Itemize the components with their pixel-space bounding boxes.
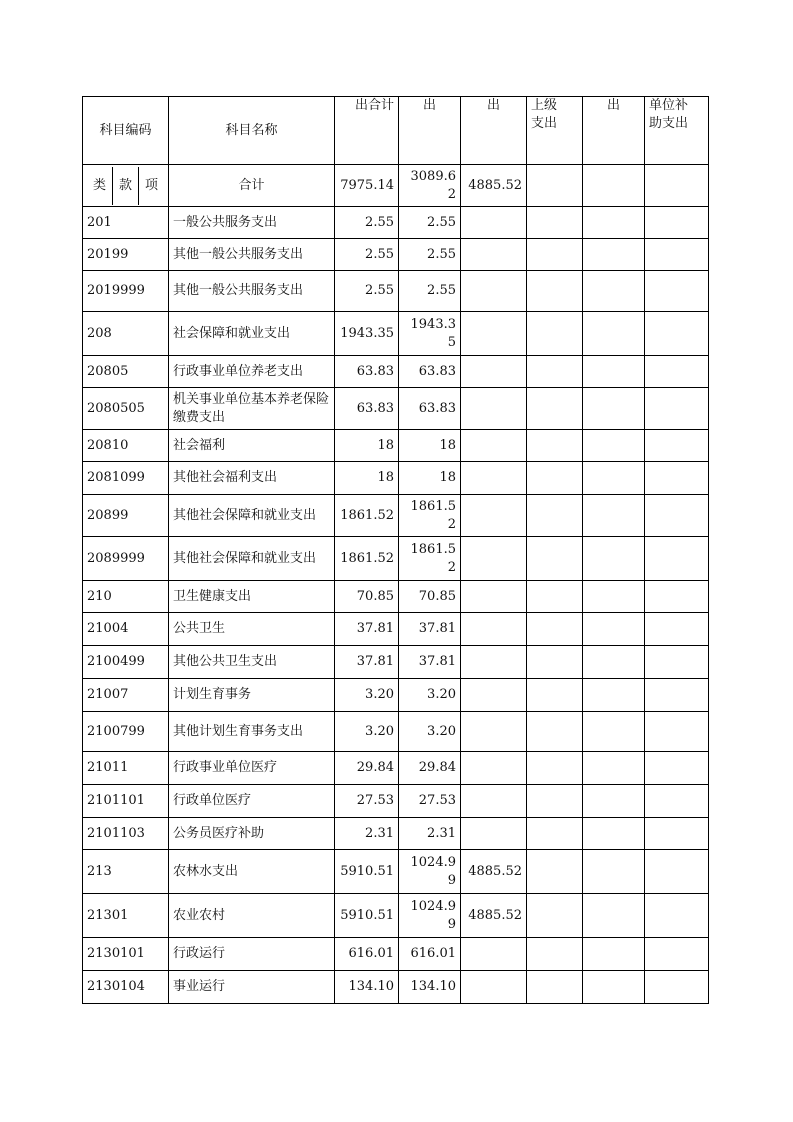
row-total: 616.01 [335, 938, 399, 971]
table-row [83, 679, 709, 712]
row-operation [583, 495, 645, 537]
row-code: 20810 [83, 430, 169, 462]
row-basic: 616.01 [399, 938, 461, 971]
row-name: 其他社会保障和就业支出 [169, 537, 335, 581]
row-superior [527, 388, 583, 430]
row-basic: 2.55 [399, 207, 461, 239]
row-subsidy [645, 679, 709, 712]
row-code: 21004 [83, 613, 169, 646]
row-name: 其他社会保障和就业支出 [169, 495, 335, 537]
row-superior [527, 207, 583, 239]
row-name: 社会福利 [169, 430, 335, 462]
row-code: 2101103 [83, 818, 169, 850]
row-subsidy [645, 388, 709, 430]
row-code: 201 [83, 207, 169, 239]
total-project: 4885.52 [461, 165, 527, 207]
table-row [83, 818, 709, 850]
header-row [83, 97, 709, 165]
table-row [83, 613, 709, 646]
row-project [461, 646, 527, 679]
row-name: 事业运行 [169, 971, 335, 1004]
table-row [83, 894, 709, 938]
row-operation [583, 356, 645, 388]
row-total: 37.81 [335, 613, 399, 646]
row-project [461, 430, 527, 462]
row-basic: 63.83 [399, 356, 461, 388]
row-superior [527, 785, 583, 818]
row-project [461, 312, 527, 356]
row-subsidy [645, 613, 709, 646]
row-subsidy [645, 712, 709, 752]
row-project [461, 752, 527, 785]
row-code: 21301 [83, 894, 169, 938]
table-row [83, 312, 709, 356]
row-operation [583, 613, 645, 646]
row-total: 27.53 [335, 785, 399, 818]
row-subsidy [645, 581, 709, 613]
row-project [461, 495, 527, 537]
header-basic: 出 [399, 97, 461, 165]
row-total: 1861.52 [335, 495, 399, 537]
table-row [83, 356, 709, 388]
table-row [83, 581, 709, 613]
total-superior [527, 165, 583, 207]
row-project [461, 613, 527, 646]
row-superior [527, 312, 583, 356]
row-subsidy [645, 239, 709, 271]
row-total: 5910.51 [335, 850, 399, 894]
row-project [461, 537, 527, 581]
row-code: 2101101 [83, 785, 169, 818]
table-row [83, 462, 709, 495]
row-project [461, 462, 527, 495]
row-basic: 2.31 [399, 818, 461, 850]
row-subsidy [645, 430, 709, 462]
row-subsidy [645, 785, 709, 818]
row-superior [527, 537, 583, 581]
row-project [461, 271, 527, 312]
row-operation [583, 388, 645, 430]
row-basic: 3.20 [399, 712, 461, 752]
table-row [83, 850, 709, 894]
row-operation [583, 462, 645, 495]
row-basic: 1861.52 [399, 537, 461, 581]
table-row [83, 271, 709, 312]
row-operation [583, 430, 645, 462]
row-basic: 1024.99 [399, 850, 461, 894]
row-operation [583, 894, 645, 938]
row-project [461, 239, 527, 271]
row-superior [527, 752, 583, 785]
row-subsidy [645, 462, 709, 495]
row-subsidy [645, 312, 709, 356]
row-total: 37.81 [335, 646, 399, 679]
header-subsidy: 单位补 助支出 [645, 97, 709, 165]
row-project [461, 388, 527, 430]
row-operation [583, 239, 645, 271]
row-operation [583, 312, 645, 356]
row-name: 社会保障和就业支出 [169, 312, 335, 356]
row-basic: 63.83 [399, 388, 461, 430]
table-row [83, 971, 709, 1004]
row-basic: 2.55 [399, 239, 461, 271]
row-total: 63.83 [335, 388, 399, 430]
row-operation [583, 818, 645, 850]
row-code: 2130104 [83, 971, 169, 1004]
row-project [461, 679, 527, 712]
row-name: 其他计划生育事务支出 [169, 712, 335, 752]
row-superior [527, 430, 583, 462]
row-code: 21011 [83, 752, 169, 785]
row-name: 行政单位医疗 [169, 785, 335, 818]
row-subsidy [645, 938, 709, 971]
row-code: 2130101 [83, 938, 169, 971]
row-total: 2.31 [335, 818, 399, 850]
row-basic: 134.10 [399, 971, 461, 1004]
row-code: 2080505 [83, 388, 169, 430]
row-subsidy [645, 971, 709, 1004]
table-row [83, 712, 709, 752]
row-name: 公共卫生 [169, 613, 335, 646]
row-superior [527, 712, 583, 752]
row-basic: 27.53 [399, 785, 461, 818]
row-superior [527, 495, 583, 537]
row-code: 20805 [83, 356, 169, 388]
row-code: 2081099 [83, 462, 169, 495]
class-label: 类 [87, 167, 113, 205]
header-name: 科目名称 [169, 97, 335, 165]
row-name: 一般公共服务支出 [169, 207, 335, 239]
row-superior [527, 850, 583, 894]
row-superior [527, 239, 583, 271]
row-operation [583, 752, 645, 785]
row-superior [527, 271, 583, 312]
section-label: 款 [113, 167, 139, 205]
row-basic: 37.81 [399, 613, 461, 646]
table-row [83, 537, 709, 581]
row-code: 2100499 [83, 646, 169, 679]
row-total: 70.85 [335, 581, 399, 613]
row-subsidy [645, 271, 709, 312]
row-operation [583, 646, 645, 679]
row-total: 18 [335, 462, 399, 495]
row-name: 行政事业单位医疗 [169, 752, 335, 785]
row-superior [527, 613, 583, 646]
table-row [83, 430, 709, 462]
row-basic: 37.81 [399, 646, 461, 679]
row-code: 210 [83, 581, 169, 613]
row-subsidy [645, 646, 709, 679]
table-row [83, 938, 709, 971]
row-code: 213 [83, 850, 169, 894]
row-operation [583, 679, 645, 712]
row-name: 农业农村 [169, 894, 335, 938]
row-code: 2019999 [83, 271, 169, 312]
total-basic: 3089.62 [399, 165, 461, 207]
row-basic: 18 [399, 430, 461, 462]
table-row [83, 239, 709, 271]
row-name: 机关事业单位基本养老保险缴费支出 [169, 388, 335, 430]
row-code: 208 [83, 312, 169, 356]
row-project [461, 356, 527, 388]
total-label: 合计 [169, 165, 335, 207]
row-project [461, 818, 527, 850]
row-basic: 70.85 [399, 581, 461, 613]
row-basic: 1024.99 [399, 894, 461, 938]
row-total: 18 [335, 430, 399, 462]
row-superior [527, 894, 583, 938]
row-total: 3.20 [335, 679, 399, 712]
row-superior [527, 356, 583, 388]
row-operation [583, 271, 645, 312]
row-name: 农林水支出 [169, 850, 335, 894]
row-total: 1861.52 [335, 537, 399, 581]
row-name: 行政事业单位养老支出 [169, 356, 335, 388]
row-superior [527, 581, 583, 613]
row-name: 其他一般公共服务支出 [169, 271, 335, 312]
header-code: 科目编码 [83, 97, 169, 165]
row-code: 2100799 [83, 712, 169, 752]
row-subsidy [645, 495, 709, 537]
row-name: 公务员医疗补助 [169, 818, 335, 850]
row-superior [527, 646, 583, 679]
total-row [83, 165, 709, 207]
row-subsidy [645, 850, 709, 894]
row-superior [527, 971, 583, 1004]
total-operation [583, 165, 645, 207]
row-total: 63.83 [335, 356, 399, 388]
row-operation [583, 581, 645, 613]
row-total: 2.55 [335, 239, 399, 271]
row-total: 1943.35 [335, 312, 399, 356]
row-operation [583, 537, 645, 581]
table-row [83, 207, 709, 239]
budget-table [82, 96, 709, 1004]
row-total: 29.84 [335, 752, 399, 785]
row-subsidy [645, 537, 709, 581]
row-basic: 2.55 [399, 271, 461, 312]
row-subsidy [645, 207, 709, 239]
row-operation [583, 207, 645, 239]
row-name: 行政运行 [169, 938, 335, 971]
row-superior [527, 818, 583, 850]
row-basic: 18 [399, 462, 461, 495]
row-total: 5910.51 [335, 894, 399, 938]
row-superior [527, 462, 583, 495]
class-section-item-cell [83, 165, 169, 207]
header-operation: 出 [583, 97, 645, 165]
row-subsidy [645, 752, 709, 785]
row-project [461, 785, 527, 818]
row-superior [527, 679, 583, 712]
row-basic: 1943.35 [399, 312, 461, 356]
row-basic: 1861.52 [399, 495, 461, 537]
row-code: 20899 [83, 495, 169, 537]
row-operation [583, 938, 645, 971]
table-row [83, 752, 709, 785]
row-basic: 3.20 [399, 679, 461, 712]
row-operation [583, 712, 645, 752]
row-project [461, 712, 527, 752]
row-name: 其他公共卫生支出 [169, 646, 335, 679]
total-amount: 7975.14 [335, 165, 399, 207]
row-project [461, 207, 527, 239]
row-project [461, 581, 527, 613]
row-name: 其他一般公共服务支出 [169, 239, 335, 271]
row-project [461, 971, 527, 1004]
header-project: 出 [461, 97, 527, 165]
row-code: 2089999 [83, 537, 169, 581]
table-row [83, 388, 709, 430]
row-project [461, 938, 527, 971]
row-subsidy [645, 818, 709, 850]
row-total: 3.20 [335, 712, 399, 752]
row-superior [527, 938, 583, 971]
row-name: 计划生育事务 [169, 679, 335, 712]
row-code: 21007 [83, 679, 169, 712]
row-operation [583, 971, 645, 1004]
row-project: 4885.52 [461, 850, 527, 894]
row-basic: 29.84 [399, 752, 461, 785]
table-row [83, 785, 709, 818]
row-project: 4885.52 [461, 894, 527, 938]
row-operation [583, 850, 645, 894]
header-total: 出合计 [335, 97, 399, 165]
row-code: 20199 [83, 239, 169, 271]
row-subsidy [645, 894, 709, 938]
total-subsidy [645, 165, 709, 207]
header-superior: 上级 支出 [527, 97, 583, 165]
item-label: 项 [144, 177, 158, 193]
row-total: 2.55 [335, 271, 399, 312]
row-name: 其他社会福利支出 [169, 462, 335, 495]
row-total: 134.10 [335, 971, 399, 1004]
row-subsidy [645, 356, 709, 388]
row-name: 卫生健康支出 [169, 581, 335, 613]
row-operation [583, 785, 645, 818]
table-row [83, 495, 709, 537]
row-total: 2.55 [335, 207, 399, 239]
table-row [83, 646, 709, 679]
